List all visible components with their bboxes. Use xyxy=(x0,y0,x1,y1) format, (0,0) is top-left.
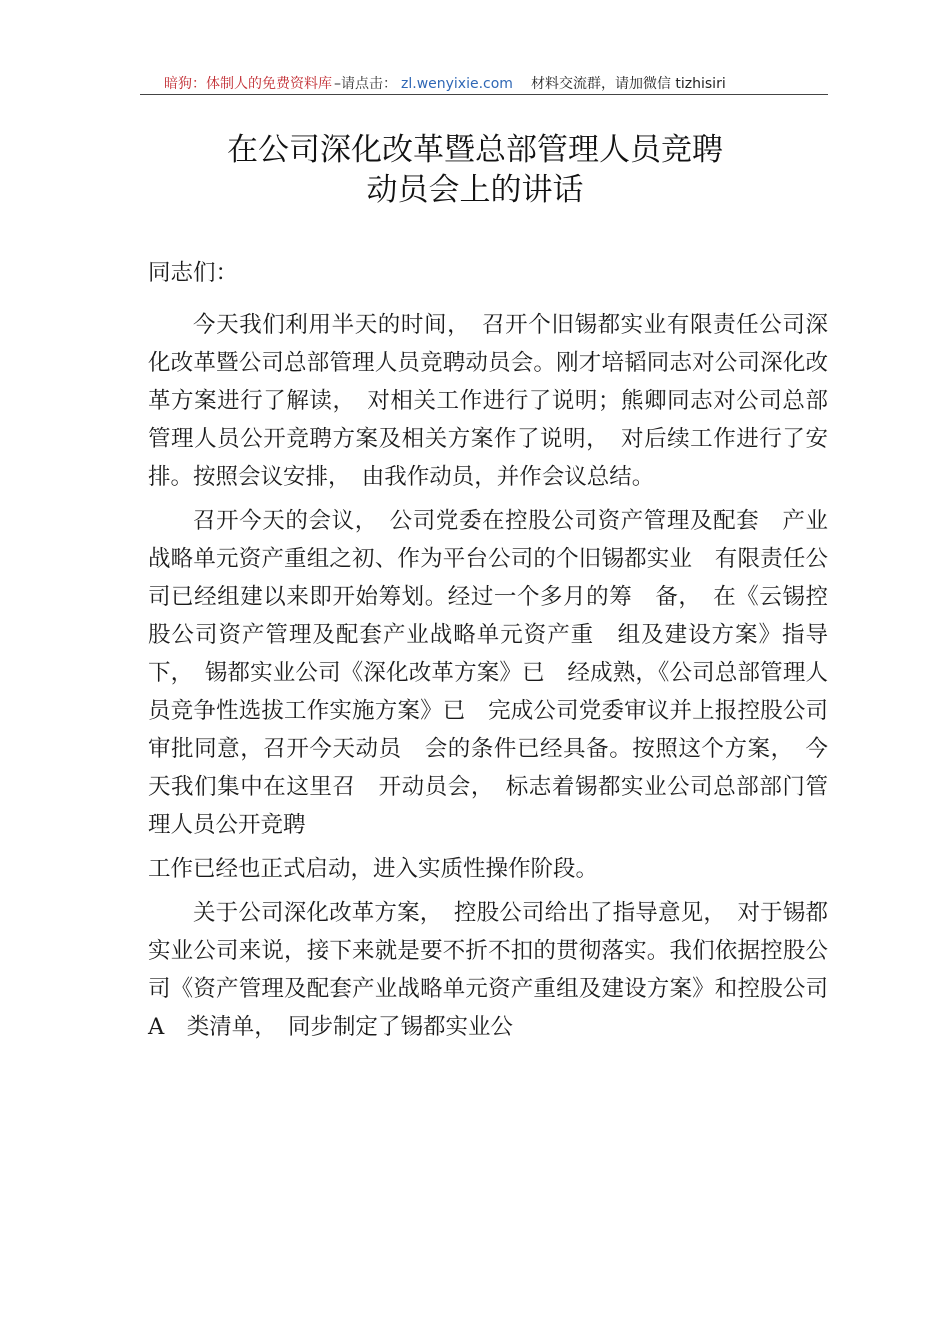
salutation: 同志们： xyxy=(148,260,239,286)
document-title xyxy=(140,130,810,210)
paragraph-2: 召开今天的会议， 公司党委在控股公司资产管理及配套 产业战略单元资产重组之初、作为平台公司的个旧锡都实业 有限责任公司已经组建以来即开始筹划。经过一个多月的筹 备， 在《云锡控股公司资产管理及配套产业战略单元资产重 组及建设方案》指导下， 锡都实业公司《深化改革方案》已 经成熟，《公司总部管理人员竞争性选拔工作实施方案》已 完成公司党委审议并上报控股公司审批同意，召开今天动员 会的条件已经具备。按照这个方案， 今天我们集中在这里召 开动员会， 标志着锡都实业公司总部部门管理人员公开竞聘 xyxy=(148,508,828,838)
title-line-2: 动员会上的讲话 xyxy=(366,172,584,208)
paragraph-1: 今天我们利用半天的时间， 召开个旧锡都实业有限责任公司深化改革暨公司总部管理人员竞聘动员会。刚才培韬同志对公司深化改革方案进行了解读， 对相关工作进行了说明；熊卿同志对公司总部管理人员公开竞聘方案及相关方案作了说明， 对后续工作进行了安排。按照会议安排， 由我作动员，并作会议总结。 xyxy=(148,312,828,490)
paragraph-3: 关于公司深化改革方案， 控股公司给出了指导意见， 对于锡都实业公司来说，接下来就是要不折不扣的贯彻落实。我们依据控股公司《资产管理及配套产业战略单元资产重组及建设方案》和控股公司 A 类清单， 同步制定了锡都实业公 xyxy=(148,900,851,1040)
document-body xyxy=(148,254,851,1052)
page-header xyxy=(140,72,828,95)
header-url-link[interactable]: zl.wenyixie.com xyxy=(401,76,513,92)
paragraph-2-continuation: 工作已经也正式启动，进入实质性操作阶段。 xyxy=(148,856,599,882)
header-brand: 暗狗：体制人的免费资料库 xyxy=(164,76,332,92)
header-prompt: –请点击： xyxy=(334,76,397,92)
title-line-1: 在公司深化改革暨总部管理人员竞聘 xyxy=(227,132,723,168)
header-group-note: 材料交流群，请加微信 tizhisiri xyxy=(530,76,726,92)
